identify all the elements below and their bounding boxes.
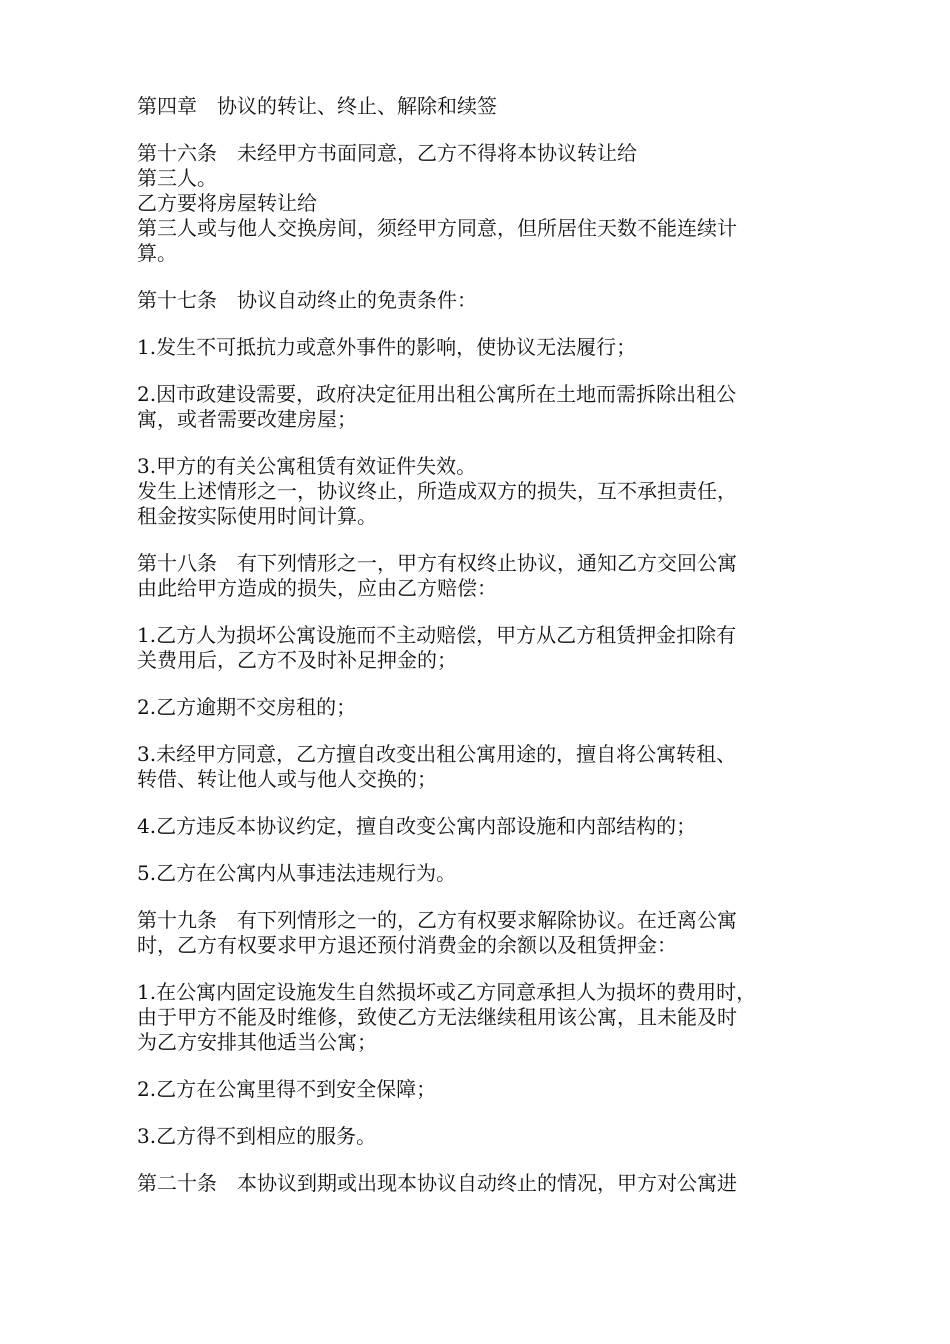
paragraph — [137, 1124, 827, 1149]
paragraph — [137, 382, 827, 432]
paragraph — [137, 288, 827, 313]
text-line: 租金按实际使用时间计算。 — [137, 504, 377, 528]
text-line: 第十七条 协议自动终止的免责条件： — [137, 288, 477, 312]
paragraph — [137, 814, 827, 839]
text-line: 3.未经甲方同意，乙方擅自改变出租公寓用途的，擅自将公寓转租、 — [137, 742, 737, 766]
text-line: 3.乙方得不到相应的服务。 — [137, 1124, 377, 1148]
text-line: 1.发生不可抵抗力或意外事件的影响，使协议无法履行； — [137, 335, 637, 359]
text-line: 由于甲方不能及时维修，致使乙方无法继续租用该公寓，且未能及时 — [137, 1005, 737, 1029]
text-line: 算。 — [137, 241, 177, 265]
text-line: 第十九条 有下列情形之一的，乙方有权要求解除协议。在迁离公寓 — [137, 908, 737, 932]
paragraph — [137, 908, 827, 958]
text-line: 1.乙方人为损坏公寓设施而不主动赔偿，甲方从乙方租赁押金扣除有 — [137, 623, 737, 647]
paragraph — [137, 1171, 827, 1196]
text-line: 第十八条 有下列情形之一，甲方有权终止协议，通知乙方交回公寓 — [137, 551, 737, 575]
text-line: 1.在公寓内固定设施发生自然损坏或乙方同意承担人为损坏的费用时， — [137, 980, 757, 1004]
text-line: 时，乙方有权要求甲方退还预付消费金的余额以及租赁押金： — [137, 933, 677, 957]
paragraph — [137, 335, 827, 360]
paragraph — [137, 141, 827, 266]
text-line: 为乙方安排其他适当公寓； — [137, 1030, 377, 1054]
text-line: 第三人。 — [137, 166, 217, 190]
text-line: 2.乙方逾期不交房租的； — [137, 695, 357, 719]
document-page — [137, 94, 827, 1218]
text-line: 5.乙方在公寓内从事违法违规行为。 — [137, 861, 457, 885]
text-line: 第四章 协议的转让、终止、解除和续签 — [137, 94, 497, 118]
text-line: 第二十条 本协议到期或出现本协议自动终止的情况，甲方对公寓进 — [137, 1171, 737, 1195]
paragraph — [137, 1077, 827, 1102]
paragraph — [137, 454, 827, 529]
text-line: 关费用后，乙方不及时补足押金的； — [137, 648, 457, 672]
text-line: 转借、转让他人或与他人交换的； — [137, 767, 437, 791]
text-line: 乙方要将房屋转让给 — [137, 191, 317, 215]
text-line: 4.乙方违反本协议约定，擅自改变公寓内部设施和内部结构的； — [137, 814, 697, 838]
paragraph — [137, 742, 827, 792]
text-line: 由此给甲方造成的损失，应由乙方赔偿： — [137, 576, 497, 600]
paragraph — [137, 980, 827, 1055]
paragraph — [137, 623, 827, 673]
text-line: 3.甲方的有关公寓租赁有效证件失效。 — [137, 454, 477, 478]
text-line: 2.乙方在公寓里得不到安全保障； — [137, 1077, 437, 1101]
text-line: 第三人或与他人交换房间，须经甲方同意，但所居住天数不能连续计 — [137, 216, 737, 240]
paragraph — [137, 94, 827, 119]
text-line: 发生上述情形之一，协议终止，所造成双方的损失，互不承担责任， — [137, 479, 737, 503]
paragraph — [137, 551, 827, 601]
paragraph — [137, 861, 827, 886]
text-line: 寓，或者需要改建房屋； — [137, 407, 357, 431]
text-line: 2.因市政建设需要，政府决定征用出租公寓所在土地而需拆除出租公 — [137, 382, 737, 406]
paragraph — [137, 695, 827, 720]
text-line: 第十六条 未经甲方书面同意，乙方不得将本协议转让给 — [137, 141, 637, 165]
